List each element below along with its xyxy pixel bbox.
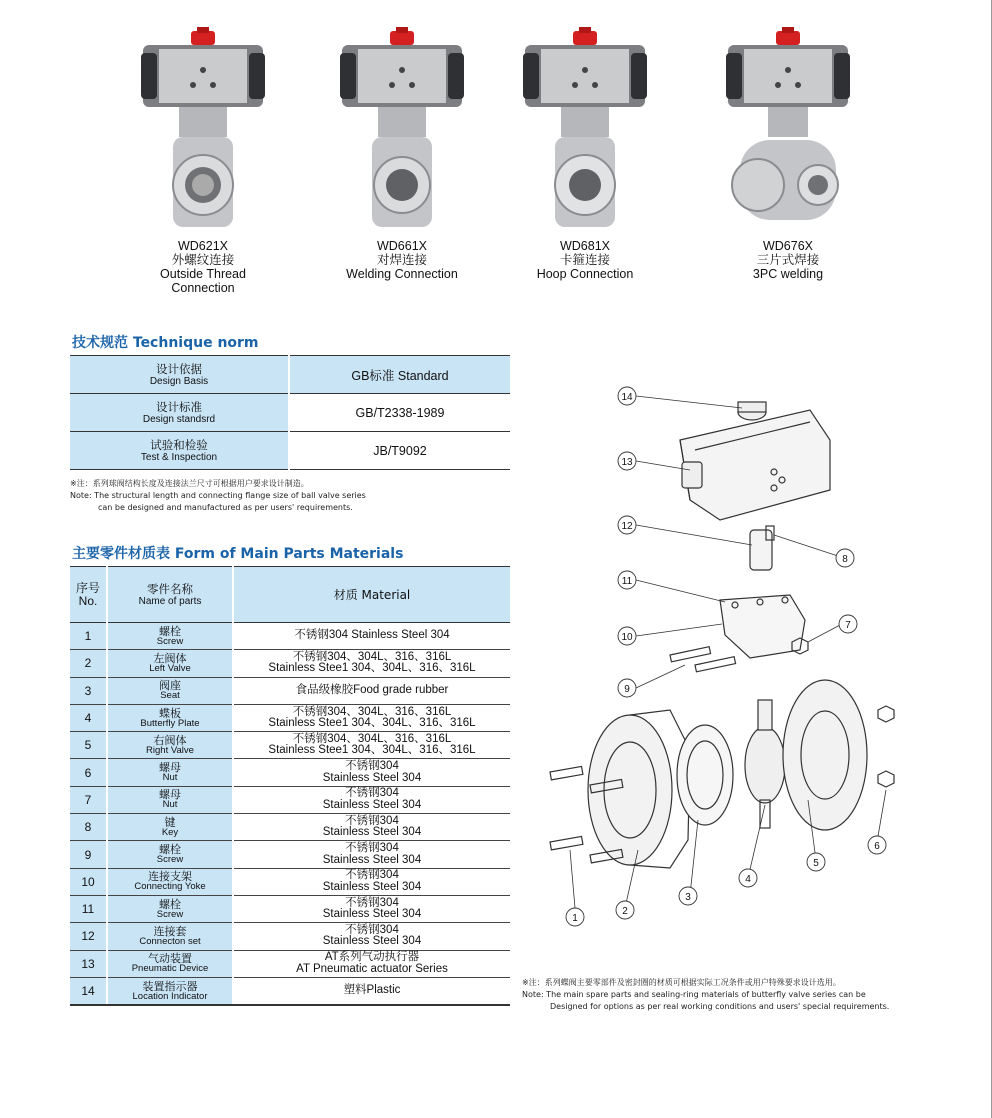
part-name [107,623,233,650]
table-row [70,650,510,677]
part-name-zh: 键 [164,815,176,829]
product-name-zh: 三片式焊接 [756,253,820,267]
parts-title: 主要零件材质表 Form of Main Parts Materials [72,546,404,562]
part-no: 7 [70,786,107,813]
table-row [70,841,510,868]
part-material [233,923,510,950]
part-name-zh: 蝶板 [159,706,181,720]
part-material [233,732,510,759]
product-name-en: Outside Thread [160,267,246,281]
material-line: 不锈钢304、304L、316、316L [292,650,452,663]
row-label: 试验和检验 Test & Inspection [70,432,289,470]
material-line: 不锈钢304、304L、316、316L [292,732,452,745]
part-name-en: Connecton set [139,935,201,947]
part-name-en: Screw [156,635,184,647]
part-name-en: Nut [162,799,178,811]
part-name-en: Nut [162,772,178,784]
callout-2: 2 [622,906,628,917]
table-row [70,704,510,731]
material-line: 不锈钢304 [345,842,399,855]
callout-1: 1 [572,913,578,924]
note-en: Note: The structural length and connecting flange size of ball valve series [70,491,366,500]
diagram-note [522,977,889,1013]
note-en: Designed for options as per real working conditions and users' special requirements. [550,1002,890,1011]
part-name-en: Pneumatic Device [131,963,209,975]
part-material [233,623,510,650]
part-name-zh: 装置指示器 [142,979,198,993]
technique-table [70,355,510,470]
part-name-en: Seat [160,690,180,702]
row-value: GB/T2338-1989 [289,394,510,432]
row-label: 设计依据 Design Basis [70,356,289,394]
part-name [107,677,233,704]
product-wd676x [708,25,868,281]
table-row [70,432,510,470]
material-line: Stainless Stee1 304、304L、316、316L [268,662,476,675]
parts-table [70,566,510,1006]
material-line: Stainless Steel 304 [322,771,422,784]
part-no: 2 [70,650,107,677]
product-wd621x [123,25,283,295]
part-material [233,650,510,677]
part-no: 11 [70,895,107,922]
material-line: 不锈钢304 [345,787,399,800]
product-model: WD661X [376,239,428,253]
part-no: 6 [70,759,107,786]
part-material [233,759,510,786]
technique-note [70,478,366,514]
part-name [107,950,233,977]
material-line: 食品级橡胶Food grade rubber [295,683,449,696]
material-line: 不锈钢304 [345,896,399,909]
part-material [233,704,510,731]
part-no: 9 [70,841,107,868]
part-no: 14 [70,977,107,1005]
material-line: Stainless Steel 304 [322,798,422,811]
product-name-en: Welding Connection [346,267,458,281]
callout-4: 4 [745,874,751,885]
part-name-en: Screw [156,854,184,866]
part-material [233,977,510,1005]
col-header-material: 材质 Material [233,567,510,623]
part-no: 8 [70,814,107,841]
part-name-zh: 螺栓 [159,897,181,911]
callout-5: 5 [813,858,819,869]
table-row [70,977,510,1005]
product-name-en: 3PC welding [752,267,824,281]
part-no: 5 [70,732,107,759]
part-material [233,786,510,813]
material-line: Stainless Steel 304 [322,908,422,921]
part-name-zh: 左阀体 [153,651,187,665]
part-name-en: Butterfly Plate [140,717,200,729]
part-no: 1 [70,623,107,650]
callout-9: 9 [624,684,630,695]
table-row [70,786,510,813]
part-no: 12 [70,923,107,950]
valve-photo [718,25,858,235]
callout-14: 14 [621,392,633,403]
callout-10: 10 [621,632,633,643]
product-model: WD676X [762,239,814,253]
table-row [70,895,510,922]
callout-3: 3 [685,892,691,903]
part-name-zh: 螺栓 [159,843,181,857]
part-name [107,977,233,1005]
product-name-en: Hoop Connection [536,267,634,281]
table-row [70,923,510,950]
table-row [70,356,510,394]
part-name-zh: 连接套 [153,924,187,938]
product-name-zh: 对焊连接 [376,253,427,267]
part-name-zh: 阀座 [159,679,181,693]
part-no: 4 [70,704,107,731]
callout-11: 11 [621,576,633,587]
part-no: 3 [70,677,107,704]
material-line: Stainless Stee1 304、304L、316、316L [268,744,476,757]
material-line: 不锈钢304 [345,923,399,936]
callout-8: 8 [842,554,848,565]
material-line: Stainless Stee1 304、304L、316、316L [268,717,476,730]
part-name [107,704,233,731]
callout-6: 6 [874,841,880,852]
part-name-en: Connecting Yoke [134,881,206,893]
callout-12: 12 [621,521,633,532]
part-name [107,786,233,813]
note-zh: ※注：系列蝶阀主要零部件及密封圈的材质可根据实际工况条件或用户特殊要求设计选用。 [522,978,841,987]
material-line: Stainless Steel 304 [322,880,422,893]
col-header-name: 零件名称 Name of parts [107,567,233,623]
table-row [70,732,510,759]
part-name [107,895,233,922]
technique-title: 技术规范 Technique norm [72,335,259,351]
part-name-zh: 螺栓 [159,624,181,638]
material-line: Stainless Steel 304 [322,935,422,948]
part-name-zh: 连接支架 [148,870,192,884]
material-line: AT Pneumatic actuator Series [296,962,448,975]
part-material [233,950,510,977]
part-name-en: Location Indicator [132,990,208,1002]
part-material [233,895,510,922]
callout-13: 13 [621,457,633,468]
table-row [70,394,510,432]
part-name [107,923,233,950]
material-line: 不锈钢304 Stainless Steel 304 [294,629,450,642]
callout-7: 7 [845,620,851,631]
material-line: 不锈钢304 [345,869,399,882]
product-name-en: Connection [171,281,235,295]
material-line: 不锈钢304 [345,814,399,827]
part-name-zh: 螺母 [159,761,181,775]
table-header-row [70,567,510,623]
part-name-zh: 右阀体 [153,733,187,747]
product-model: WD681X [559,239,611,253]
row-label: 设计标准 Design standsrd [70,394,289,432]
part-name [107,841,233,868]
note-zh: ※注：系列球阀结构长度及连接法兰尺寸可根据用户要求设计制造。 [70,479,309,488]
material-line: 不锈钢304、304L、316、316L [292,705,452,718]
row-value: GB标准 Standard [289,356,510,394]
part-name-zh: 螺母 [159,788,181,802]
part-name-en: Key [161,826,179,838]
product-model: WD621X [177,239,229,253]
valve-photo [515,25,655,235]
material-line: 塑料Plastic [343,984,401,997]
table-row [70,814,510,841]
exploded-diagram [520,380,920,940]
row-value: JB/T9092 [289,432,510,470]
part-no: 10 [70,868,107,895]
table-row [70,677,510,704]
part-material [233,841,510,868]
material-line: 不锈钢304 [345,760,399,773]
part-name-zh: 气动装置 [148,952,192,966]
valve-photo [133,25,273,235]
part-material [233,868,510,895]
note-en: Note: The main spare parts and sealing-ring materials of butterfly valve series can be [522,990,866,999]
part-no: 13 [70,950,107,977]
table-row [70,623,510,650]
part-name [107,650,233,677]
product-name-zh: 卡箍连接 [559,253,610,267]
part-name [107,759,233,786]
table-row [70,950,510,977]
material-line: Stainless Steel 304 [322,826,422,839]
material-line: AT系列气动执行器 [324,951,420,964]
part-name-en: Screw [156,908,184,920]
product-wd661x [322,25,482,281]
material-line: Stainless Steel 304 [322,853,422,866]
col-header-no: 序号 No. [70,567,107,623]
part-name-en: Right Valve [146,744,194,756]
part-name [107,814,233,841]
part-name [107,868,233,895]
part-material [233,814,510,841]
table-row [70,868,510,895]
valve-photo [332,25,472,235]
part-name [107,732,233,759]
part-material [233,677,510,704]
table-row [70,759,510,786]
product-wd681x [505,25,665,281]
part-name-en: Left Valve [149,662,191,674]
product-name-zh: 外螺纹连接 [171,253,235,267]
note-en: can be designed and manufactured as per users' requirements. [98,503,353,512]
